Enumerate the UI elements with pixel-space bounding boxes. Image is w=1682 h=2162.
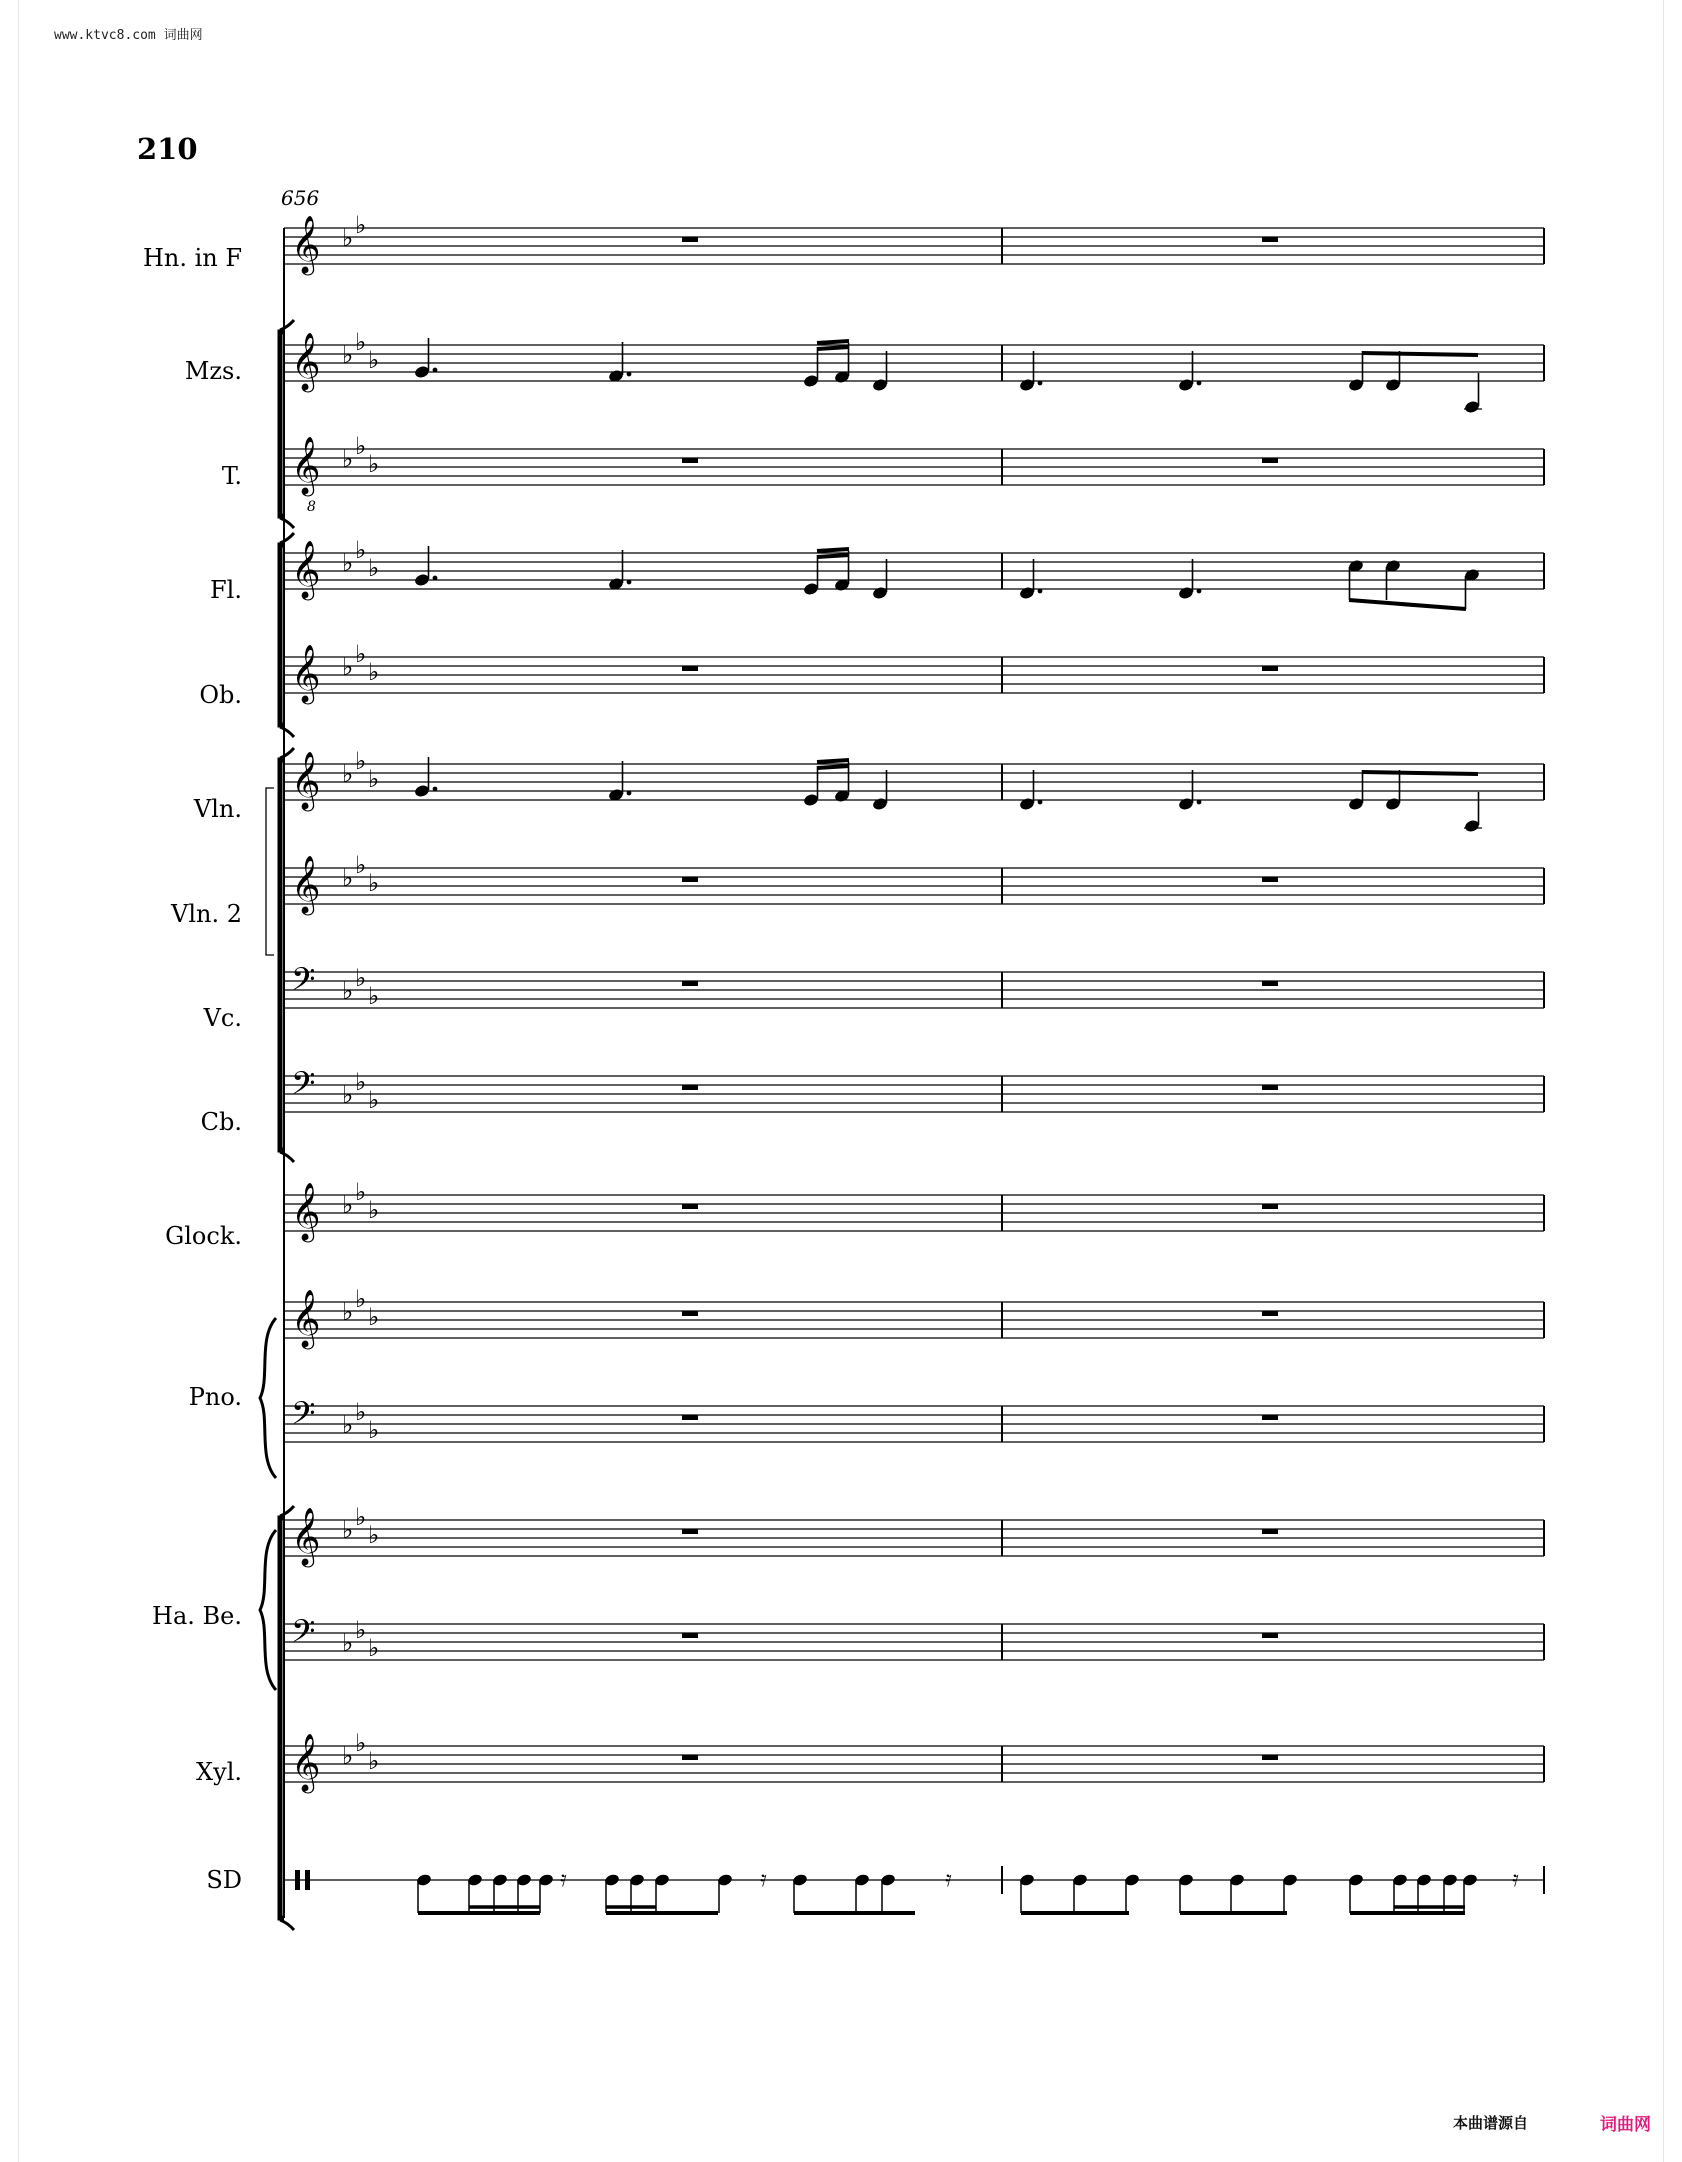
- flat-icon: ♭: [368, 1521, 380, 1549]
- sixteenth-rest-icon: 𝄿: [1512, 1867, 1519, 1892]
- flat-icon: ♭: [355, 964, 367, 992]
- flat-icon: ♭: [355, 640, 367, 668]
- footer-brand-link[interactable]: 词曲网: [1600, 2115, 1651, 2135]
- whole-rest: [1262, 981, 1278, 986]
- whole-rest: [1262, 458, 1278, 463]
- flat-icon: ♭: [355, 1285, 367, 1313]
- treble-clef-icon: 𝄞: [291, 1507, 321, 1565]
- augmentation-dot: [1038, 589, 1043, 594]
- flat-icon: ♭: [355, 1616, 367, 1644]
- treble-clef-icon: 𝄞: [291, 751, 321, 809]
- whole-rest: [682, 981, 698, 986]
- treble-clef-icon: 𝄞: [291, 644, 321, 702]
- treble-clef-icon: 𝄞: [291, 436, 321, 494]
- instrument-label-violin-2: Vln. 2: [171, 900, 242, 928]
- whole-rest: [682, 666, 698, 671]
- flat-icon: ♭: [355, 1178, 367, 1206]
- flat-icon: ♭: [342, 864, 354, 892]
- augmentation-dot: [627, 372, 632, 377]
- flat-icon: ♭: [342, 445, 354, 473]
- whole-rest: [682, 1755, 698, 1760]
- instrument-label-cello: Vc.: [203, 1004, 242, 1032]
- treble-clef-icon: 𝄞: [291, 855, 321, 913]
- site-watermark[interactable]: www.ktvc8.com 词曲网: [54, 28, 203, 43]
- flat-icon: ♭: [355, 1729, 367, 1757]
- whole-rest: [1262, 1415, 1278, 1420]
- augmentation-dot: [433, 576, 438, 581]
- bass-clef-icon: 𝄢: [291, 961, 316, 1005]
- instrument-label-snare-drum: SD: [206, 1866, 242, 1894]
- whole-rest: [1262, 237, 1278, 242]
- whole-rest: [682, 1633, 698, 1638]
- instrument-label-violin: Vln.: [193, 795, 242, 823]
- beam: [817, 555, 849, 557]
- bracket-winds-hook: [280, 727, 294, 737]
- flat-icon: ♭: [368, 554, 380, 582]
- bass-clef-icon: 𝄢: [291, 1065, 316, 1109]
- whole-rest: [1262, 1633, 1278, 1638]
- whole-rest: [682, 458, 698, 463]
- flat-icon: ♭: [368, 1086, 380, 1114]
- instrument-label-tenor: T.: [221, 462, 242, 490]
- instrument-label-flute: Fl.: [210, 576, 242, 604]
- flat-icon: ♭: [342, 1742, 354, 1770]
- augmentation-dot: [1038, 800, 1043, 805]
- instrument-label-mezzo: Mzs.: [184, 357, 242, 385]
- octave-mark: 8: [307, 499, 316, 515]
- flat-icon: ♭: [368, 1196, 380, 1224]
- flat-icon: ♭: [368, 982, 380, 1010]
- flat-icon: ♭: [368, 1303, 380, 1331]
- flat-icon: ♭: [368, 1747, 380, 1775]
- beam: [817, 549, 849, 551]
- beam: [1349, 600, 1466, 609]
- sixteenth-rest-icon: 𝄿: [945, 1867, 952, 1892]
- bracket-voices-hook: [280, 320, 294, 330]
- harp-brace: [260, 1530, 276, 1690]
- flat-icon: ♭: [368, 1416, 380, 1444]
- bracket-voices-hook: [280, 518, 294, 528]
- flat-icon: ♭: [342, 224, 354, 252]
- percussion-clef-icon: [305, 1870, 310, 1890]
- bracket-strings-hook: [280, 1152, 294, 1162]
- whole-rest: [1262, 1529, 1278, 1534]
- beam: [817, 760, 849, 762]
- augmentation-dot: [627, 791, 632, 796]
- flat-icon: ♭: [342, 1516, 354, 1544]
- flat-icon: ♭: [368, 1634, 380, 1662]
- flat-icon: ♭: [368, 346, 380, 374]
- flat-icon: ♭: [342, 1081, 354, 1109]
- whole-rest: [1262, 877, 1278, 882]
- instrument-label-piano: Pno.: [188, 1383, 242, 1411]
- flat-icon: ♭: [355, 536, 367, 564]
- flat-icon: ♭: [368, 765, 380, 793]
- treble-clef-icon: 𝄞: [291, 215, 321, 273]
- piano-brace: [260, 1318, 276, 1478]
- beam: [1362, 353, 1478, 355]
- flat-icon: ♭: [355, 211, 367, 239]
- treble-clef-icon: 𝄞: [291, 1289, 321, 1347]
- augmentation-dot: [627, 580, 632, 585]
- flat-icon: ♭: [342, 549, 354, 577]
- whole-rest: [1262, 1311, 1278, 1316]
- whole-rest: [682, 1085, 698, 1090]
- flat-icon: ♭: [342, 341, 354, 369]
- sixteenth-rest-icon: 𝄿: [760, 1867, 767, 1892]
- flat-icon: ♭: [342, 977, 354, 1005]
- bass-clef-icon: 𝄢: [291, 1395, 316, 1439]
- augmentation-dot: [433, 787, 438, 792]
- whole-rest: [1262, 666, 1278, 671]
- instrument-label-contrabass: Cb.: [200, 1108, 242, 1136]
- beam: [817, 341, 849, 343]
- flat-icon: ♭: [342, 760, 354, 788]
- whole-rest: [1262, 1755, 1278, 1760]
- flat-icon: ♭: [355, 328, 367, 356]
- augmentation-dot: [1197, 589, 1202, 594]
- instrument-label-xylophone: Xyl.: [196, 1758, 242, 1786]
- beam: [817, 766, 849, 768]
- instrument-label-glockenspiel: Glock.: [165, 1222, 242, 1250]
- measure-number: 656: [281, 186, 320, 210]
- sixteenth-rest-icon: 𝄿: [560, 1867, 567, 1892]
- page-number: 210: [137, 132, 198, 166]
- flat-icon: ♭: [368, 869, 380, 897]
- bracket-perc-hook: [280, 1920, 294, 1930]
- bass-clef-icon: 𝄢: [291, 1613, 316, 1657]
- flat-icon: ♭: [355, 432, 367, 460]
- instrument-label-horn: Hn. in F: [142, 244, 242, 272]
- beam: [817, 347, 849, 349]
- whole-rest: [682, 1204, 698, 1209]
- percussion-clef-icon: [295, 1870, 300, 1890]
- flat-icon: ♭: [355, 1503, 367, 1531]
- whole-rest: [682, 1529, 698, 1534]
- flat-icon: ♭: [368, 658, 380, 686]
- whole-rest: [1262, 1204, 1278, 1209]
- whole-rest: [1262, 1085, 1278, 1090]
- augmentation-dot: [1038, 381, 1043, 386]
- treble-clef-icon: 𝄞: [291, 540, 321, 598]
- whole-rest: [682, 237, 698, 242]
- treble-clef-icon: 𝄞: [291, 1733, 321, 1791]
- flat-icon: ♭: [355, 1068, 367, 1096]
- augmentation-dot: [433, 368, 438, 373]
- whole-rest: [682, 1311, 698, 1316]
- treble-clef-icon: 𝄞: [291, 1182, 321, 1240]
- flat-icon: ♭: [342, 653, 354, 681]
- violin-sub-bracket: [266, 788, 274, 955]
- augmentation-dot: [1197, 800, 1202, 805]
- flat-icon: ♭: [355, 851, 367, 879]
- whole-rest: [682, 877, 698, 882]
- instrument-label-oboe: Ob.: [199, 681, 242, 709]
- footer-source-text: 本曲谱源自: [1453, 2114, 1529, 2132]
- flat-icon: ♭: [342, 1629, 354, 1657]
- flat-icon: ♭: [368, 450, 380, 478]
- flat-icon: ♭: [342, 1411, 354, 1439]
- flat-icon: ♭: [342, 1191, 354, 1219]
- treble-clef-icon: 𝄞: [291, 332, 321, 390]
- augmentation-dot: [1197, 381, 1202, 386]
- flat-icon: ♭: [342, 1298, 354, 1326]
- beam: [1362, 772, 1478, 774]
- flat-icon: ♭: [355, 747, 367, 775]
- whole-rest: [682, 1415, 698, 1420]
- instrument-label-harp-bells: Ha. Be.: [152, 1602, 242, 1630]
- flat-icon: ♭: [355, 1398, 367, 1426]
